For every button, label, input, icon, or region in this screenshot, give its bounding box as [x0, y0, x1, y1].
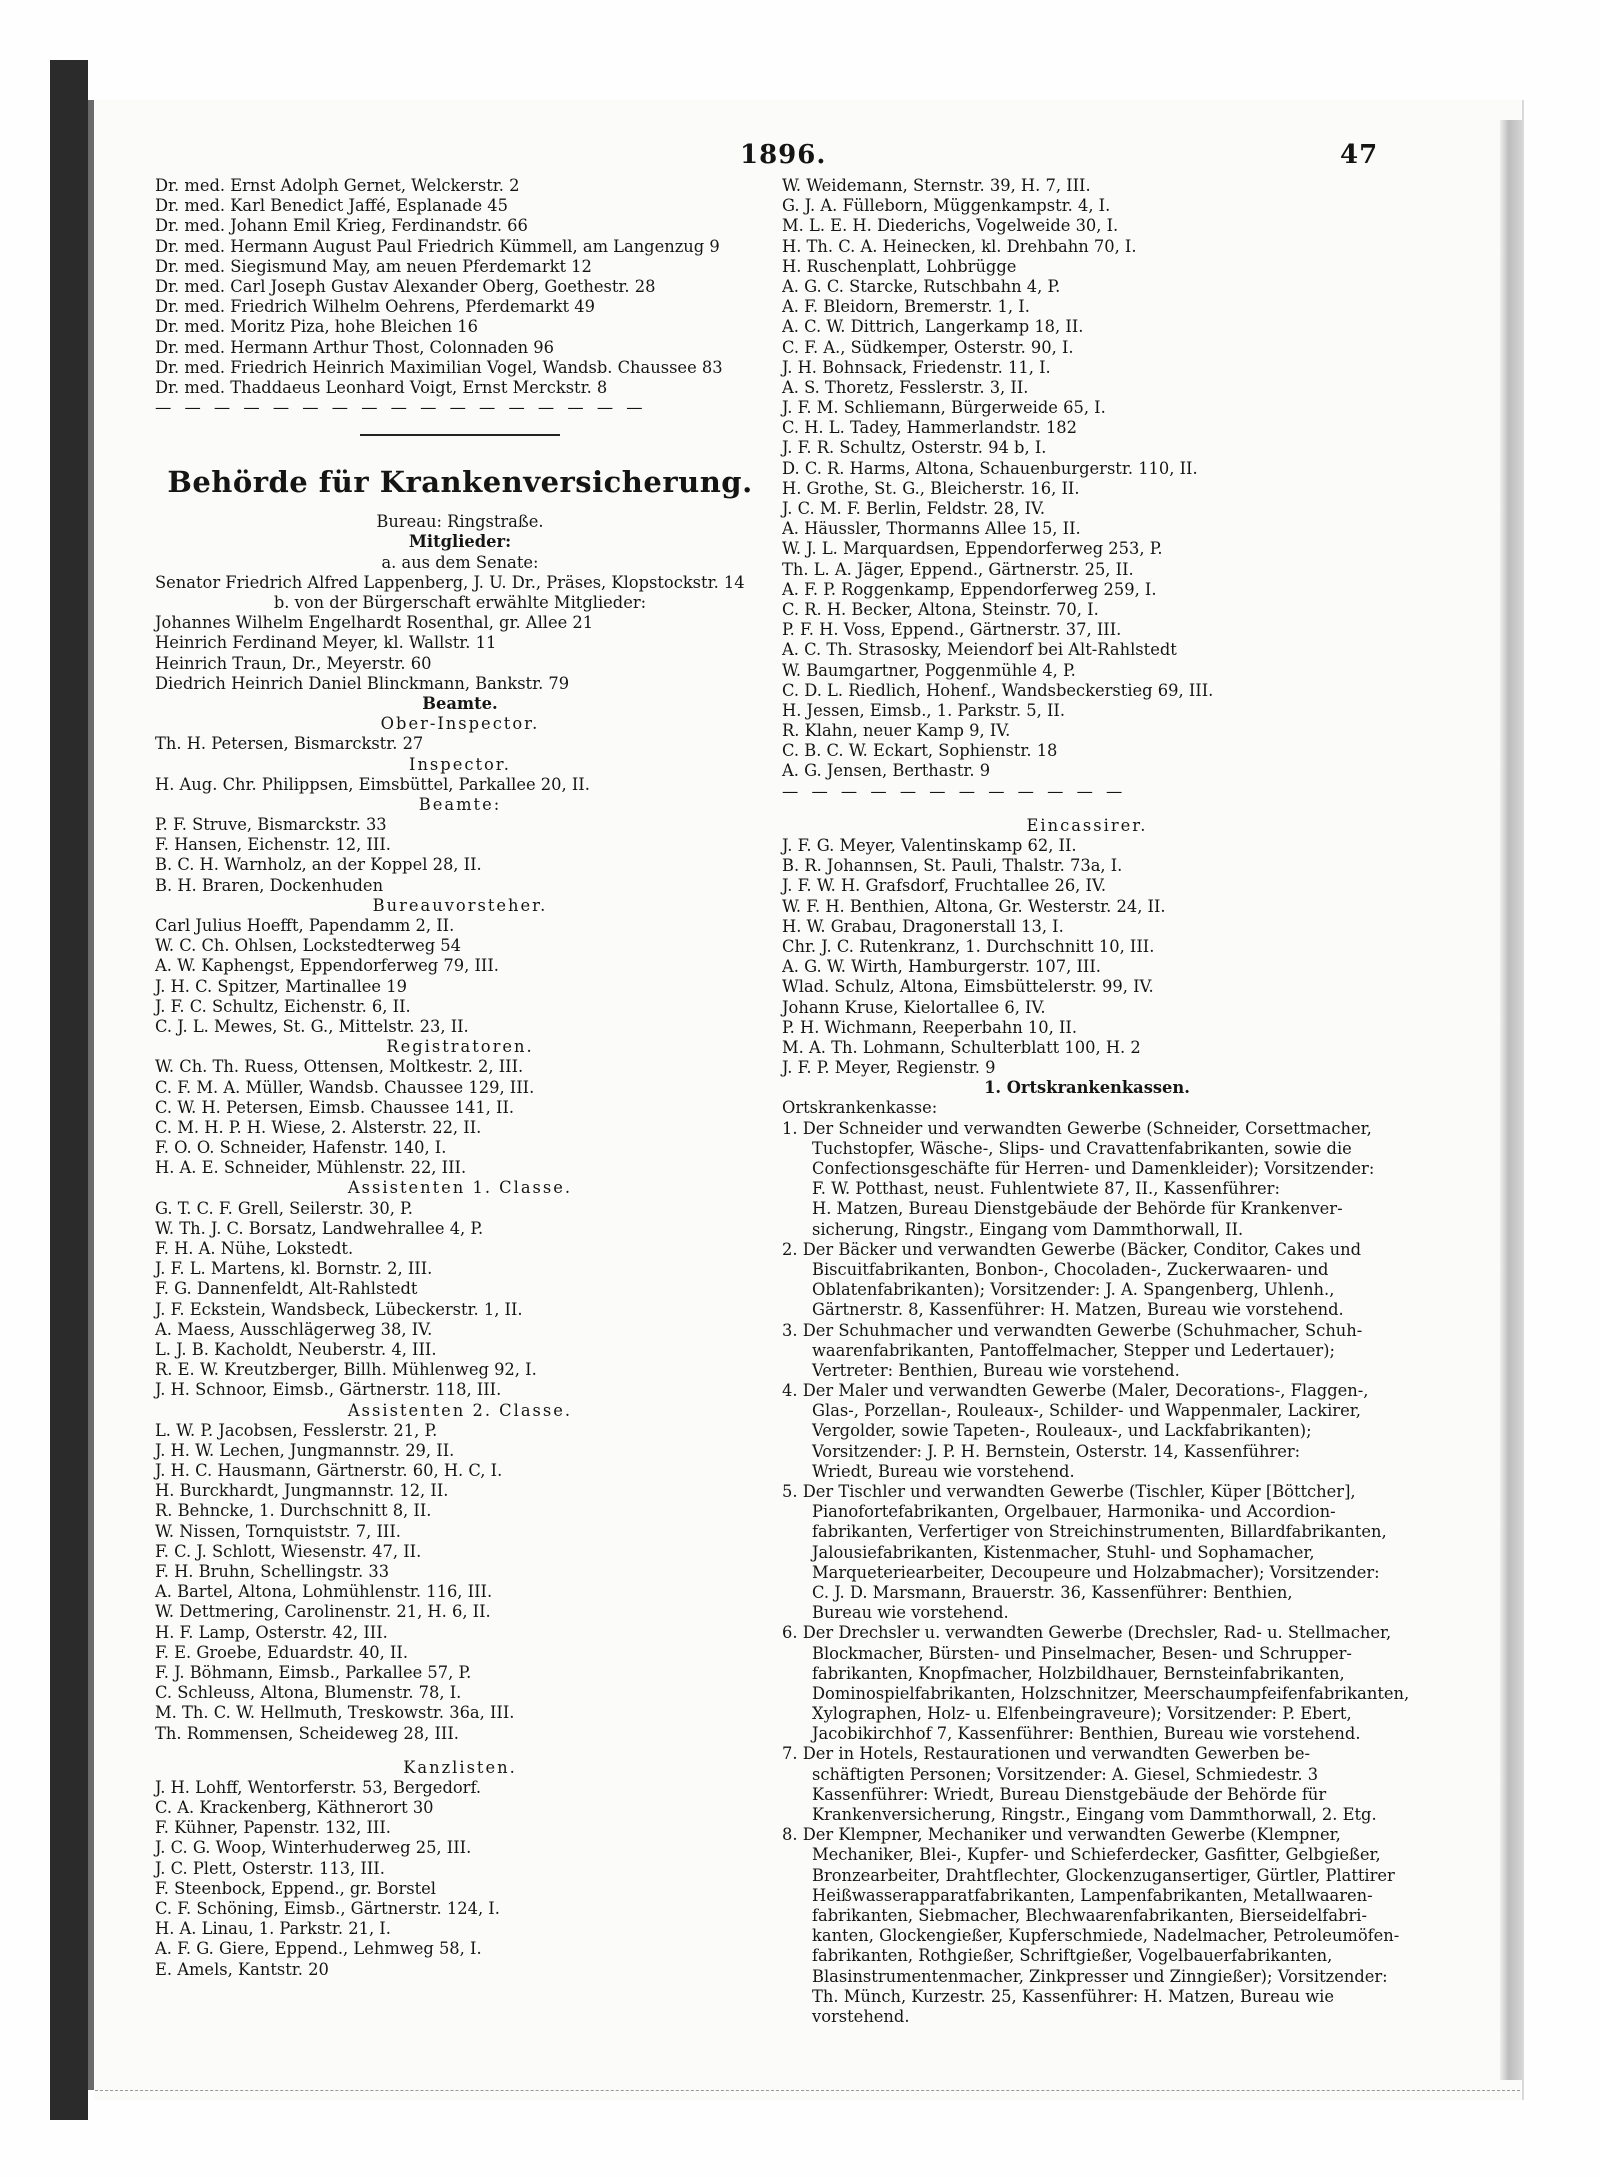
assistent-1-entry: W. Th. J. C. Borsatz, Landwehrallee 4, P. [155, 1218, 484, 1238]
assistent-2-entry: J. H. C. Hausmann, Gärtnerstr. 60, H. C, I. [155, 1461, 503, 1481]
beamte-entry: B. C. H. Warnholz, an der Koppel 28, II. [155, 855, 482, 875]
dash-separator: — — — — — — — — — — — — [782, 781, 1127, 801]
spacer [782, 802, 1392, 816]
ortskrankenkasse-line: schäftigten Personen; Vorsitzender: A. Giesel, Schmiedestr. 3 [812, 1764, 1319, 1784]
ortskrankenkasse-line: F. W. Potthast, neust. Fuhlentwiete 87, II., Kassenführer: [812, 1179, 1280, 1199]
kanzlist-entry: R. Klahn, neuer Kamp 9, IV. [782, 721, 1011, 741]
doctor-entry: Dr. med. Siegismund May, am neuen Pferdemarkt 12 [155, 256, 592, 276]
kanzlist-entry: H. Grothe, St. G., Bleicherstr. 16, II. [782, 478, 1080, 498]
ortskrankenkasse-line: Vergolder, sowie Tapeten-, Rouleaux-, und Lackfabrikanten); [812, 1421, 1312, 1441]
kanzlist-entry: A. F. P. Roggenkamp, Eppendorferweg 259, I. [782, 579, 1157, 599]
bureauvorsteher-entry: J. H. C. Spitzer, Martinallee 19 [155, 976, 407, 996]
subheading-buergerschaft: b. von der Bürgerschaft erwählte Mitglieder: [273, 593, 647, 612]
buergerschaft-member: Heinrich Ferdinand Meyer, kl. Wallstr. 11 [155, 633, 497, 653]
kanzlist-entry: H. Ruschenplatt, Lohbrügge [782, 256, 1017, 276]
scan-binding-edge [50, 60, 88, 2120]
subheading-mitglieder: Mitglieder: [408, 532, 512, 552]
kanzlist-entry: P. F. H. Voss, Eppend., Gärtnerstr. 37, III. [782, 620, 1122, 640]
senate-member: Senator Friedrich Alfred Lappenberg, J. U. Dr., Präses, Klopstockstr. 14 [155, 572, 745, 592]
bureauvorsteher-entry: A. W. Kaphengst, Eppendorferweg 79, III. [155, 956, 499, 976]
ortskrankenkasse-line: Blasinstrumentenmacher, Zinkpresser und Zinngießer); Vorsitzender: [812, 1966, 1388, 1986]
subheading-ober-inspector: Ober-Inspector. [380, 714, 540, 734]
ortskrankenkasse-line: Mechaniker, Blei-, Kupfer- und Schieferdecker, Gasfitter, Gelbgießer, [812, 1845, 1381, 1865]
ortskrankenkasse-line: Oblatenfabrikanten); Vorsitzender: J. A. Spangenberg, Uhlenh., [812, 1280, 1335, 1300]
assistent-1-entry: G. T. C. F. Grell, Seilerstr. 30, P. [155, 1198, 413, 1218]
ortskrankenkasse-line: C. J. D. Marsmann, Brauerstr. 36, Kassenführer: Benthien, [812, 1582, 1293, 1602]
eincassirer-entry: Johann Kruse, Kielortallee 6, IV. [782, 997, 1046, 1017]
bureau-line: Bureau: Ringstraße. [376, 512, 544, 532]
ortskrankenkasse-line: 4. Der Maler und verwandten Gewerbe (Maler, Decorations-, Flaggen-, [782, 1381, 1369, 1401]
ortskrankenkasse-line: Th. Münch, Kurzestr. 25, Kassenführer: H. Matzen, Bureau wie [812, 1986, 1334, 2006]
ortskrankenkasse-line: Xylographen, Holz- u. Elfenbeingraveure); Vorsitzender: P. Ebert, [812, 1704, 1352, 1724]
kanzlist-entry: C. R. H. Becker, Altona, Steinstr. 70, I. [782, 599, 1099, 619]
eincassirer-entry: J. F. G. Meyer, Valentinskamp 62, II. [782, 836, 1077, 855]
assistent-2-entry: F. J. Böhmann, Eimsb., Parkallee 57, P. [155, 1662, 472, 1682]
kanzlist-entry: A. G. C. Starcke, Rutschbahn 4, P. [782, 276, 1061, 296]
eincassirer-entry: M. A. Th. Lohmann, Schulterblatt 100, H. 2 [782, 1037, 1141, 1057]
subheading-bureauvorsteher: Bureauvorsteher. [372, 895, 548, 915]
kanzlist-entry: A. F. Bleidorn, Bremerstr. 1, I. [782, 297, 1030, 317]
assistent-2-entry: F. H. Bruhn, Schellingstr. 33 [155, 1562, 390, 1581]
subheading-assistenten-1: Assistenten 1. Classe. [347, 1178, 573, 1198]
ortskrankenkasse-line: 1. Der Schneider und verwandten Gewerbe (Schneider, Corsettmacher, [782, 1118, 1372, 1138]
registrator-entry: C. F. M. A. Müller, Wandsb. Chaussee 129, III. [155, 1077, 535, 1097]
kanzlist-entry: C. F. A., Südkemper, Osterstr. 90, I. [782, 337, 1074, 357]
kanzlist-entry: A. S. Thoretz, Fesslerstr. 3, II. [782, 377, 1029, 397]
beamte-entry: B. H. Braren, Dockenhuden [155, 875, 384, 895]
ortskrankenkasse-line: Jacobikirchhof 7, Kassenführer: Benthien, Bureau wie vorstehend. [812, 1724, 1361, 1744]
ortskrankenkasse-line: 6. Der Drechsler u. verwandten Gewerbe (Drechsler, Rad- u. Stellmacher, [782, 1623, 1392, 1643]
registrator-entry: C. M. H. P. H. Wiese, 2. Alsterstr. 22, II. [155, 1117, 482, 1137]
page-bottom-edge [95, 2090, 1520, 2101]
subheading-beamte: Beamte. [422, 693, 498, 713]
kanzlist-entry: J. C. G. Woop, Winterhuderweg 25, III. [155, 1838, 472, 1858]
doctor-entry: Dr. med. Friedrich Wilhelm Oehrens, Pferdemarkt 49 [155, 297, 595, 317]
registrator-entry: C. W. H. Petersen, Eimsb. Chaussee 141, II. [155, 1097, 515, 1117]
assistent-1-entry: R. E. W. Kreutzberger, Billh. Mühlenweg 92, I. [155, 1360, 537, 1380]
assistent-2-entry: A. Bartel, Altona, Lohmühlenstr. 116, III. [155, 1582, 493, 1602]
doctor-entry: Dr. med. Karl Benedict Jaffé, Esplanade 45 [155, 196, 508, 216]
doctor-entry: Dr. med. Friedrich Heinrich Maximilian Vogel, Wandsb. Chaussee 83 [155, 357, 723, 377]
ortskrankenkasse-line: 3. Der Schuhmacher und verwandten Gewerbe (Schuhmacher, Schuh- [782, 1320, 1363, 1340]
assistent-1-entry: F. H. A. Nühe, Lokstedt. [155, 1239, 354, 1258]
page-number: 47 [1340, 140, 1379, 170]
doctor-entry: Dr. med. Carl Joseph Gustav Alexander Oberg, Goethestr. 28 [155, 276, 656, 296]
right-column [782, 176, 1410, 2027]
assistent-1-entry: J. F. L. Martens, kl. Bornstr. 2, III. [155, 1259, 433, 1279]
kanzlist-entry: J. F. M. Schliemann, Bürgerweide 65, I. [782, 398, 1106, 418]
kanzlist-entry: C. F. Schöning, Eimsb., Gärtnerstr. 124, I. [155, 1899, 500, 1918]
buergerschaft-member: Johannes Wilhelm Engelhardt Rosenthal, gr. Allee 21 [155, 613, 594, 633]
beamte-entry: F. Hansen, Eichenstr. 12, III. [155, 835, 391, 855]
subheading-assistenten-2: Assistenten 2. Classe. [347, 1400, 573, 1420]
ortskrankenkasse-line: 2. Der Bäcker und verwandten Gewerbe (Bäcker, Conditor, Cakes und [782, 1239, 1362, 1259]
eincassirer-entry: J. F. P. Meyer, Regienstr. 9 [782, 1058, 996, 1078]
ortskrankenkasse-line: 8. Der Klempner, Mechaniker und verwandten Gewerbe (Klempner, [782, 1825, 1341, 1845]
page-stack-edge [1500, 120, 1522, 2080]
ortskrankenkasse-line: Bureau wie vorstehend. [812, 1603, 1009, 1623]
kanzlist-entry: J. C. M. F. Berlin, Feldstr. 28, IV. [782, 499, 1046, 518]
assistent-2-entry: W. Nissen, Tornquiststr. 7, III. [155, 1521, 401, 1541]
bureauvorsteher-entry: W. C. Ch. Ohlsen, Lockstedterweg 54 [155, 936, 462, 956]
kanzlist-entry: A. G. Jensen, Berthastr. 9 [782, 761, 991, 781]
subheading-ortskrankenkassen: 1. Ortskrankenkassen. [984, 1078, 1190, 1098]
ortskrankenkasse-line: Tuchstopfer, Wäsche-, Slips- und Cravattenfabrikanten, sowie die [812, 1138, 1352, 1158]
kanzlist-entry: A. F. G. Giere, Eppend., Lehmweg 58, I. [155, 1939, 482, 1959]
buergerschaft-member: Diedrich Heinrich Daniel Blinckmann, Bankstr. 79 [155, 673, 570, 693]
subheading-senate: a. aus dem Senate: [381, 552, 539, 572]
subheading-beamte-2: Beamte: [418, 794, 502, 814]
ortskrankenkasse-line: Vorsitzender: J. P. H. Bernstein, Osterstr. 14, Kassenführer: [812, 1441, 1301, 1461]
assistent-2-entry: F. E. Groebe, Eduardstr. 40, II. [155, 1642, 409, 1662]
subheading-kanzlisten: Kanzlisten. [403, 1757, 517, 1777]
ortskrankenkasse-line: sicherung, Ringstr., Eingang vom Dammthorwall, II. [812, 1219, 1244, 1239]
ortskrankenkasse-line: Vertreter: Benthien, Bureau wie vorstehend. [812, 1360, 1180, 1380]
kanzlist-entry: F. Steenbock, Eppend., gr. Borstel [155, 1878, 436, 1898]
ortskrankenkasse-line: fabrikanten, Verfertiger von Streichinstrumenten, Billardfabrikanten, [812, 1522, 1387, 1542]
assistent-2-entry: W. Dettmering, Carolinenstr. 21, H. 6, II. [155, 1602, 491, 1622]
ortskrankenkasse-line: Glas-, Porzellan-, Rouleaux-, Schilder- und Wappenmaler, Lackirer, [812, 1401, 1361, 1421]
kanzlist-entry: C. H. L. Tadey, Hammerlandstr. 182 [782, 418, 1078, 438]
kanzlist-entry: W. J. L. Marquardsen, Eppendorferweg 253, P. [782, 539, 1163, 559]
eincassirer-entry: W. F. H. Benthien, Altona, Gr. Westerstr. 24, II. [782, 896, 1166, 916]
ortskrankenkasse-line: waarenfabrikanten, Pantoffelmacher, Stepper und Ledertauer); [812, 1340, 1335, 1360]
assistent-2-entry: F. C. J. Schlott, Wiesenstr. 47, II. [155, 1541, 422, 1561]
ortskrankenkasse-line: Dominospielfabrikanten, Holzschnitzer, Meerschaumpfeifenfabrikanten, [812, 1683, 1410, 1703]
ortskrankenkasse-line: 5. Der Tischler und verwandten Gewerbe (Tischler, Küper [Böttcher], [782, 1482, 1356, 1501]
eincassirer-entry: Chr. J. C. Rutenkranz, 1. Durchschnitt 10, III. [782, 936, 1155, 956]
ortskrankenkasse-line: Bronzearbeiter, Drahtflechter, Glockenzugansertiger, Gürtler, Plattirer [812, 1865, 1395, 1885]
ortskrankenkasse-line: Marqueteriearbeiter, Decoupeure und Holzabmacher); Vorsitzender: [812, 1562, 1380, 1582]
doctor-entry: Dr. med. Hermann August Paul Friedrich Kümmell, am Langenzug 9 [155, 236, 720, 256]
ortskrankenkasse-line: Krankenversicherung, Ringstr., Eingang vom Dammthorwall, 2. Etg. [812, 1805, 1377, 1824]
ortskrankenkasse-line: Heißwasserapparatfabrikanten, Lampenfabrikanten, Metallwaaren- [812, 1885, 1373, 1905]
ortskrankenkasse-line: Blockmacher, Bürsten- und Pinselmacher, Besen- und Schrupper- [812, 1643, 1352, 1663]
subheading-registratoren: Registratoren. [386, 1037, 534, 1057]
assistent-1-entry: F. G. Dannenfeldt, Alt-Rahlstedt [155, 1279, 418, 1299]
assistent-2-entry: R. Behncke, 1. Durchschnitt 8, II. [155, 1501, 432, 1521]
left-column [155, 176, 765, 1980]
eincassirer-entry: Wlad. Schulz, Altona, Eimsbüttelerstr. 99, IV. [782, 977, 1154, 997]
kanzlist-entry: J. H. Bohnsack, Friedenstr. 11, I. [782, 357, 1051, 377]
bureauvorsteher-entry: J. F. C. Schultz, Eichenstr. 6, II. [155, 996, 411, 1016]
kanzlist-entry: W. Weidemann, Sternstr. 39, H. 7, III. [782, 176, 1091, 195]
assistent-2-entry: J. H. W. Lechen, Jungmannstr. 29, II. [155, 1440, 455, 1460]
ortskrankenkasse-line: Confectionsgeschäfte für Herren- und Damenkleider); Vorsitzender: [812, 1159, 1375, 1178]
subheading-inspector: Inspector. [409, 754, 511, 774]
doctor-entry: Dr. med. Thaddaeus Leonhard Voigt, Ernst Merckstr. 8 [155, 377, 608, 397]
ortskrankenkasse-line: Jalousiefabrikanten, Kistenmacher, Stuhl- und Sophamacher, [812, 1542, 1315, 1562]
dash-separator: — — — — — — — — — — — — — — — — — [155, 398, 647, 418]
ortskrankenkasse-line: Pianofortefabrikanten, Orgelbauer, Harmonika- und Accordion- [812, 1502, 1336, 1522]
assistent-1-entry: A. Maess, Ausschlägerweg 38, IV. [155, 1319, 433, 1339]
buergerschaft-member: Heinrich Traun, Dr., Meyerstr. 60 [155, 653, 432, 673]
section-title: Behörde für Krankenversicherung. [167, 465, 753, 500]
kanzlist-entry: Th. L. A. Jäger, Eppend., Gärtnerstr. 25, II. [782, 559, 1134, 579]
doctor-entry: Dr. med. Johann Emil Krieg, Ferdinandstr. 66 [155, 216, 528, 236]
eincassirer-entry: J. F. W. H. Grafsdorf, Fruchtallee 26, IV. [782, 876, 1107, 896]
subheading-eincassirer: Eincassirer. [1026, 815, 1148, 835]
registrator-entry: H. A. E. Schneider, Mühlenstr. 22, III. [155, 1158, 467, 1178]
bureauvorsteher-entry: C. J. L. Mewes, St. G., Mittelstr. 23, II. [155, 1016, 469, 1036]
ortskrankenkasse-line: Wriedt, Bureau wie vorstehend. [812, 1461, 1075, 1481]
kanzlist-entry: H. Jessen, Eimsb., 1. Parkstr. 5, II. [782, 700, 1066, 720]
doctor-entry: Dr. med. Ernst Adolph Gernet, Welckerstr. 2 [155, 176, 520, 195]
kanzlist-entry: M. L. E. H. Diederichs, Vogelweide 30, I. [782, 216, 1119, 236]
ortskrankenkasse-line: Gärtnerstr. 8, Kassenführer: H. Matzen, Bureau wie vorstehend. [812, 1300, 1344, 1320]
assistent-2-entry: H. F. Lamp, Osterstr. 42, III. [155, 1622, 388, 1642]
kanzlist-entry: J. H. Lohff, Wentorferstr. 53, Bergedorf. [155, 1777, 482, 1797]
eincassirer-entry: A. G. W. Wirth, Hamburgerstr. 107, III. [782, 957, 1101, 977]
kanzlist-entry: C. A. Krackenberg, Käthnerort 30 [155, 1798, 434, 1818]
registrator-entry: F. O. O. Schneider, Hafenstr. 140, I. [155, 1138, 447, 1158]
assistent-2-entry: M. Th. C. W. Hellmuth, Treskowstr. 36a, III. [155, 1703, 515, 1723]
ortskrankenkasse-line: H. Matzen, Bureau Dienstgebäude der Behörde für Krankenver- [812, 1199, 1343, 1219]
kanzlist-entry: G. J. A. Fülleborn, Müggenkampstr. 4, I. [782, 196, 1111, 216]
inspector-entry: H. Aug. Chr. Philippsen, Eimsbüttel, Parkallee 20, II. [155, 774, 590, 794]
ortskrankenkasse-line: fabrikanten, Siebmacher, Blechwaarenfabrikanten, Bierseidelfabri- [812, 1905, 1367, 1925]
kanzlist-entry: H. A. Linau, 1. Parkstr. 21, I. [155, 1919, 391, 1939]
kanzlist-entry: W. Baumgartner, Poggenmühle 4, P. [782, 660, 1076, 680]
assistent-1-entry: J. H. Schnoor, Eimsb., Gärtnerstr. 118, III. [155, 1380, 502, 1400]
kanzlist-entry: C. B. C. W. Eckart, Sophienstr. 18 [782, 741, 1058, 761]
page-year: 1896. [740, 140, 827, 170]
doctor-entry: Dr. med. Moritz Piza, hohe Bleichen 16 [155, 317, 479, 337]
assistent-2-entry: L. W. P. Jacobsen, Fesslerstr. 21, P. [155, 1420, 438, 1440]
assistent-1-entry: L. J. B. Kacholdt, Neuberstr. 4, III. [155, 1339, 437, 1359]
ober-inspector-entry: Th. H. Petersen, Bismarckstr. 27 [155, 734, 424, 754]
bureauvorsteher-entry: Carl Julius Hoefft, Papendamm 2, II. [155, 916, 455, 935]
doctor-entry: Dr. med. Hermann Arthur Thost, Colonnaden 96 [155, 337, 554, 357]
kanzlist-entry: A. C. Th. Strasosky, Meiendorf bei Alt-Rahlstedt [782, 640, 1177, 660]
assistent-1-entry: J. F. Eckstein, Wandsbeck, Lübeckerstr. 1, II. [155, 1299, 523, 1319]
registrator-entry: W. Ch. Th. Ruess, Ottensen, Moltkestr. 2, III. [155, 1057, 524, 1077]
ortskrankenkasse-label: Ortskrankenkasse: [782, 1098, 938, 1118]
kanzlist-entry: E. Amels, Kantstr. 20 [155, 1959, 329, 1979]
eincassirer-entry: H. W. Grabau, Dragonerstall 13, I. [782, 916, 1064, 936]
ortskrankenkasse-line: vorstehend. [812, 2006, 910, 2026]
kanzlist-entry: D. C. R. Harms, Altona, Schauenburgerstr. 110, II. [782, 458, 1198, 478]
assistent-2-entry: C. Schleuss, Altona, Blumenstr. 78, I. [155, 1683, 462, 1703]
kanzlist-entry: A. Häussler, Thormanns Allee 15, II. [782, 519, 1081, 539]
assistent-2-entry: Th. Rommensen, Scheideweg 28, III. [155, 1723, 459, 1743]
eincassirer-entry: B. R. Johannsen, St. Pauli, Thalstr. 73a, I. [782, 856, 1123, 876]
ortskrankenkasse-line: kanten, Glockengießer, Kupferschmiede, Nadelmacher, Petroleumöfen- [812, 1926, 1400, 1946]
beamte-entry: P. F. Struve, Bismarckstr. 33 [155, 815, 387, 835]
kanzlist-entry: H. Th. C. A. Heinecken, kl. Drehbahn 70, I. [782, 236, 1137, 256]
kanzlist-entry: F. Kühner, Papenstr. 132, III. [155, 1818, 391, 1838]
kanzlist-entry: J. F. R. Schultz, Osterstr. 94 b, I. [782, 438, 1047, 458]
kanzlist-entry: C. D. L. Riedlich, Hohenf., Wandsbeckerstieg 69, III. [782, 680, 1214, 700]
spacer [155, 1744, 765, 1758]
ortskrankenkasse-line: Kassenführer: Wriedt, Bureau Dienstgebäude der Behörde für [812, 1784, 1327, 1804]
kanzlist-entry: J. C. Plett, Osterstr. 113, III. [155, 1858, 385, 1878]
ortskrankenkasse-line: fabrikanten, Rothgießer, Schriftgießer, Vogelbauerfabrikanten, [812, 1946, 1333, 1966]
ortskrankenkasse-line: 7. Der in Hotels, Restaurationen und verwandten Gewerben be- [782, 1744, 1310, 1764]
ortskrankenkasse-line: fabrikanten, Knopfmacher, Holzbildhauer, Bernsteinfabrikanten, [812, 1663, 1345, 1683]
eincassirer-entry: P. H. Wichmann, Reeperbahn 10, II. [782, 1017, 1078, 1037]
kanzlist-entry: A. C. W. Dittrich, Langerkamp 18, II. [782, 317, 1084, 337]
section-rule [360, 434, 560, 436]
ortskrankenkasse-line: Biscuitfabrikanten, Bonbon-, Chocoladen-, Zuckerwaaren- und [812, 1259, 1329, 1279]
assistent-2-entry: H. Burckhardt, Jungmannstr. 12, II. [155, 1481, 449, 1501]
